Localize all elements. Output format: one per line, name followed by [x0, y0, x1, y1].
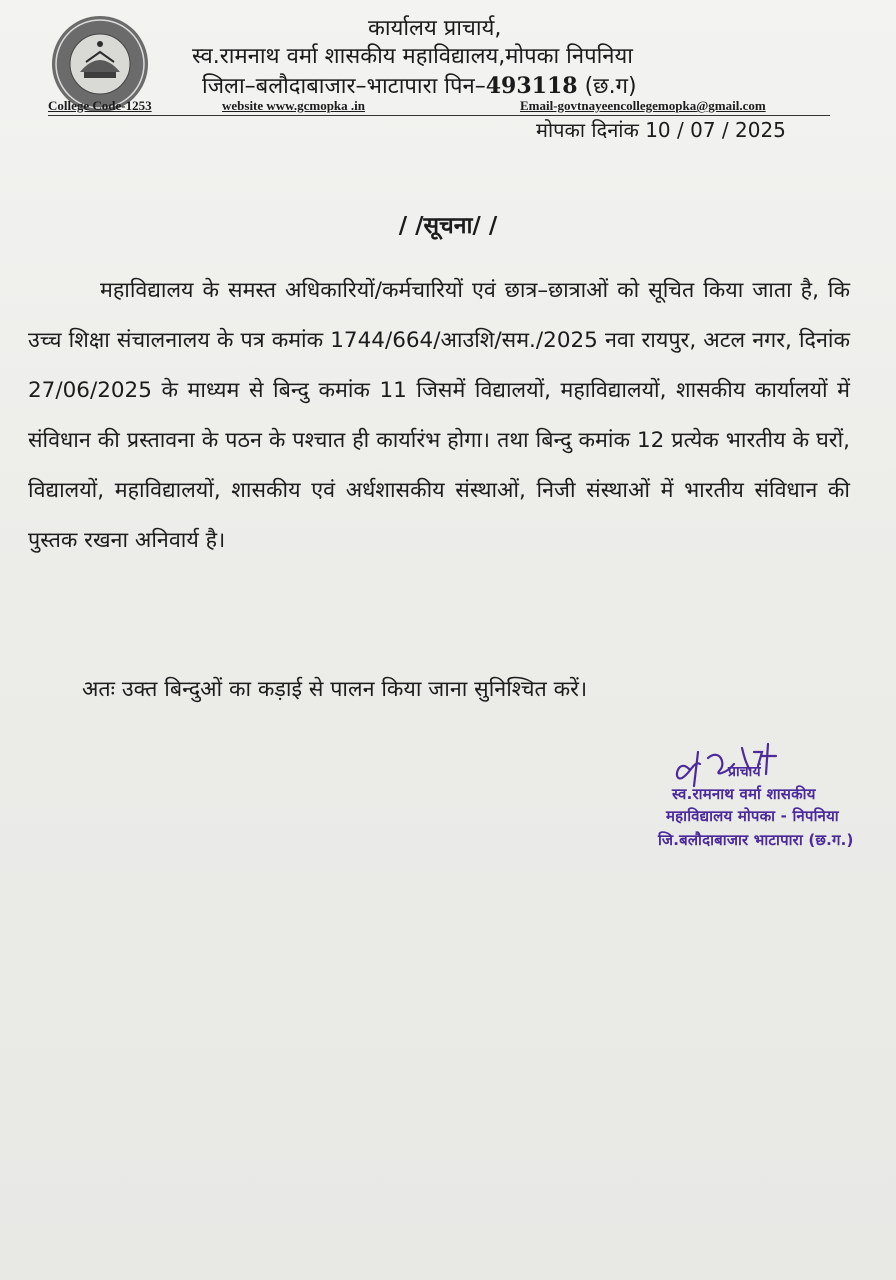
stamp-line-2: महाविद्यालय मोपका - निपनिया: [666, 807, 839, 825]
district-line: [202, 70, 637, 100]
principal-stamp: [650, 734, 882, 858]
email-link[interactable]: Email-govtnayeencollegemopka@gmail.com: [520, 98, 766, 113]
office-heading: कार्यालय प्राचार्य,: [368, 16, 502, 41]
issue-date: मोपका दिनांक 10 / 07 / 2025: [536, 118, 786, 142]
stamp-line-3: जि.बलौदाबाजार भाटापारा (छ.ग.): [658, 831, 854, 849]
notice-title: / /सूचना/ /: [398, 213, 498, 239]
pin-code: 493118: [485, 73, 578, 99]
notice-body: महाविद्यालय के समस्त अधिकारियों/कर्मचारियों एवं छात्र–छात्राओं को सूचित किया जाता है, कि उच्च शिक्षा संचालनालय के पत्र कमांक 1744/664/आउशि/सम./2025 नवा रायपुर, अटल नगर, दिनांक 27/06/2025 के माध्यम से बिन्दु कमांक 11 जिसमें विद्यालयों, महाविद्यालयों, शासकीय कार्यालयों में संविधान की प्रस्तावना के पठन के पश्चात ही कार्यारंभ होगा। तथा बिन्दु कमांक 12 प्रत्येक भारतीय के घरों, विद्यालयों, महाविद्यालयों, शासकीय एवं अर्धशासकीय संस्थाओं, निजी संस्थाओं में भारतीय संविधान की पुस्तक रखना अनिवार्य है।: [28, 278, 850, 553]
stamp-title: प्राचार्य: [728, 764, 761, 780]
notice-closing: अतः उक्त बिन्दुओं का कड़ाई से पालन किया जाना सुनिश्चित करें।: [82, 677, 588, 702]
website-link[interactable]: website www.gcmopka .in: [222, 98, 366, 113]
state-label: (छ.ग): [584, 74, 637, 99]
district-label: जिला–बलौदाबाजार–भाटापारा पिन–: [202, 74, 486, 99]
stamp-line-1: स्व.रामनाथ वर्मा शासकीय: [672, 785, 816, 803]
contact-row: [48, 98, 828, 116]
college-code: College Code-1253: [48, 98, 152, 113]
college-name: स्व.रामनाथ वर्मा शासकीय महाविद्यालय,मोपका निपनिया: [192, 44, 633, 69]
